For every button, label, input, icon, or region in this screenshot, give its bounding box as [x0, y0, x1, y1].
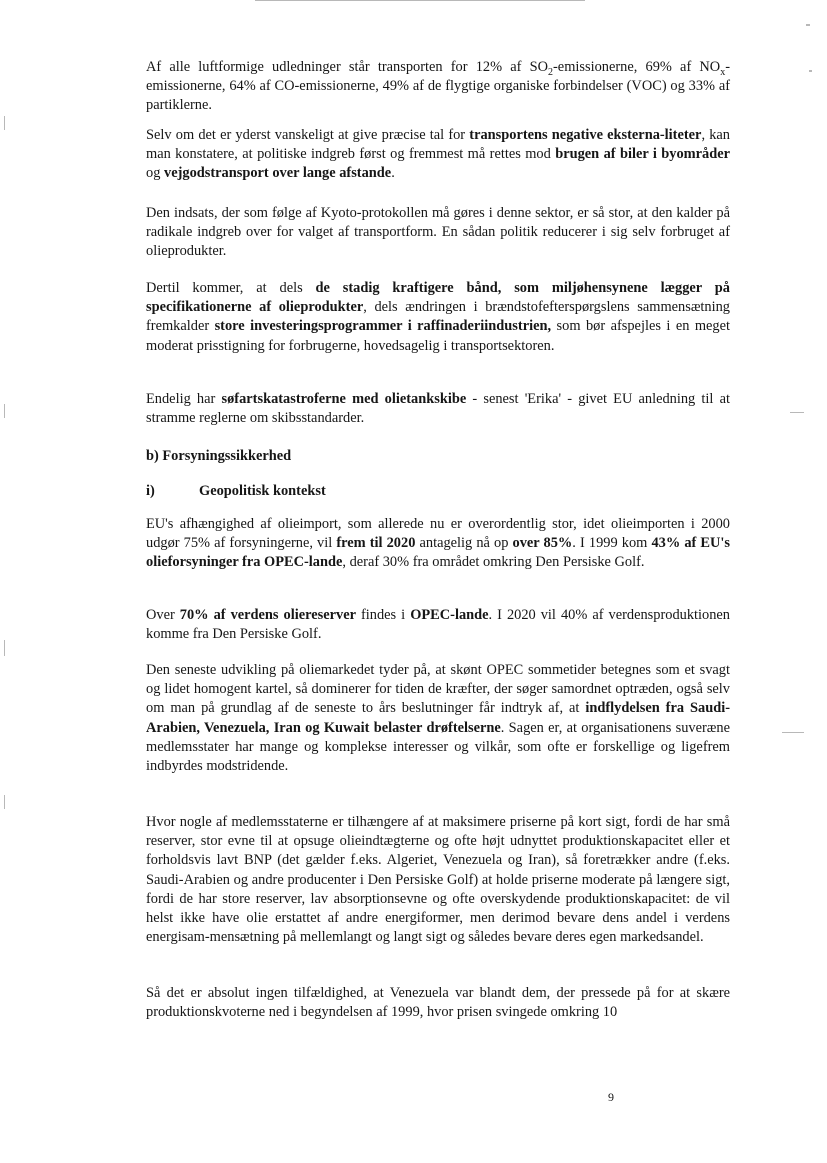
subsection-number: i) [146, 483, 155, 499]
paragraph-opec-reserves: Over 70% af verdens oliereserver findes i OPEC-lande. I 2020 vil 40% af verdensproduktionen komme fra Den Persiske Golf. [146, 607, 731, 643]
section-heading-supply-security: b) Forsyningssikkerhed [146, 448, 292, 464]
scan-mark-left [4, 640, 5, 656]
paragraph-member-states: Hvor nogle af medlemsstaterne er tilhængere af at maksimere priserne på kort sigt, fordi de har små reserver, stor evne til at opsuge olieindtægterne og ofte højt udnyttet produktionskapacitet eller et forholdsvis lavt BNP (det gælder f.eks. Algeriet, Venezuela og Iran), så foretrækker andre (f.eks. Saudi-Arabien og andre producenter i Den Persiske Golf) at holde priserne moderate på længere sigt, fordi de har store reserver, lav absorptionsevne og ofte overskydende produktionskapacitet: de vil helst ikke have olie erstattet af andre energiformer, men derimod bevare dens andel i verdens energisam-mensætning på mellemlangt og langt sigt og således bevare deres egen markedsandel. [146, 814, 730, 946]
paragraph-emissions: Af alle luftformige udledninger står transporten for 12% af $SO_2$-emissionerne, 69% af $NO_x$-emissionerne, 64% af CO-emissionerne, 49% af de flygtige organiske forbindelser (VOC) og 33% af partiklerne. [146, 59, 730, 114]
subsection-title: Geopolitisk kontekst [199, 483, 326, 499]
paragraph-kyoto: Den indsats, der som følge af Kyoto-protokollen må gøres i denne sektor, er så stor, at den kalder på radikale indgreb over for valget af transportform. En sådan politik reducerer i sig selv forbruget af olieprodukter. [146, 205, 730, 260]
scan-mark-left [4, 116, 5, 130]
paragraph-externalities: Selv om det er yderst vanskeligt at give præcise tal for transportens negative eksterna-liteter, kan man konstatere, at politiske indgreb først og fremmest må rettes mod brugen af biler i byområder og vejgodstransport over lange afstande. [146, 127, 730, 182]
scan-mark-left [4, 795, 5, 809]
page-number: 9 [608, 1090, 614, 1104]
subsection-heading-geopolitics [146, 482, 326, 501]
scan-mark-left [4, 404, 5, 418]
scan-mark-right [782, 732, 804, 733]
paragraph-oil-market: Den seneste udvikling på oliemarkedet tyder på, at skønt OPEC sommetider betegnes som et svagt og lidet homogent kartel, så dominerer for tiden de kræfter, der søger samordnet optræden, også selv om man på grundlag af de seneste to års beslutninger får indtryk af, at indflydelsen fra Saudi-Arabien, Venezuela, Iran og Kuwait belaster drøftelserne. Sagen er, at organisationens suveræne medlemsstater har mange og komplekse interesser og vilkår, som ofte er forskellige og ligefrem indbyrdes modstridende. [146, 662, 731, 775]
paragraph-specifications: Dertil kommer, at dels de stadig kraftigere bånd, som miljøhensynene lægger på specifikationerne af olieprodukter, dels ændringen i brændstofefterspørgslens sammensætning fremkalder store investeringsprogrammer i raffinaderiindustrien, som bør afspejles i en meget moderat prisstigning for forbrugerne, hovedsagelig i transportsektoren. [146, 280, 731, 354]
scan-mark-right [809, 70, 812, 72]
scan-line-top [255, 0, 585, 1]
paragraph-import-dependency: EU's afhængighed af olieimport, som allerede nu er overordentlig stor, idet olieimporten i 2000 udgør 75% af forsyningerne, vil frem til 2020 antagelig nå op over 85%. I 1999 kom 43% af EU's olieforsyninger fra OPEC-lande, deraf 30% fra området omkring Den Persiske Golf. [146, 516, 730, 571]
scan-mark-right [790, 412, 804, 413]
paragraph-venezuela: Så det er absolut ingen tilfældighed, at Venezuela var blandt dem, der pressede på for at skære produktionskvoterne ned i begyndelsen af 1999, hvor prisen svingede omkring 10 [146, 985, 730, 1021]
scan-mark-right [806, 24, 810, 26]
paragraph-shipping: Endelig har søfartskatastroferne med olietankskibe - senest 'Erika' - givet EU anledning til at stramme reglerne om skibsstandarder. [146, 391, 730, 427]
